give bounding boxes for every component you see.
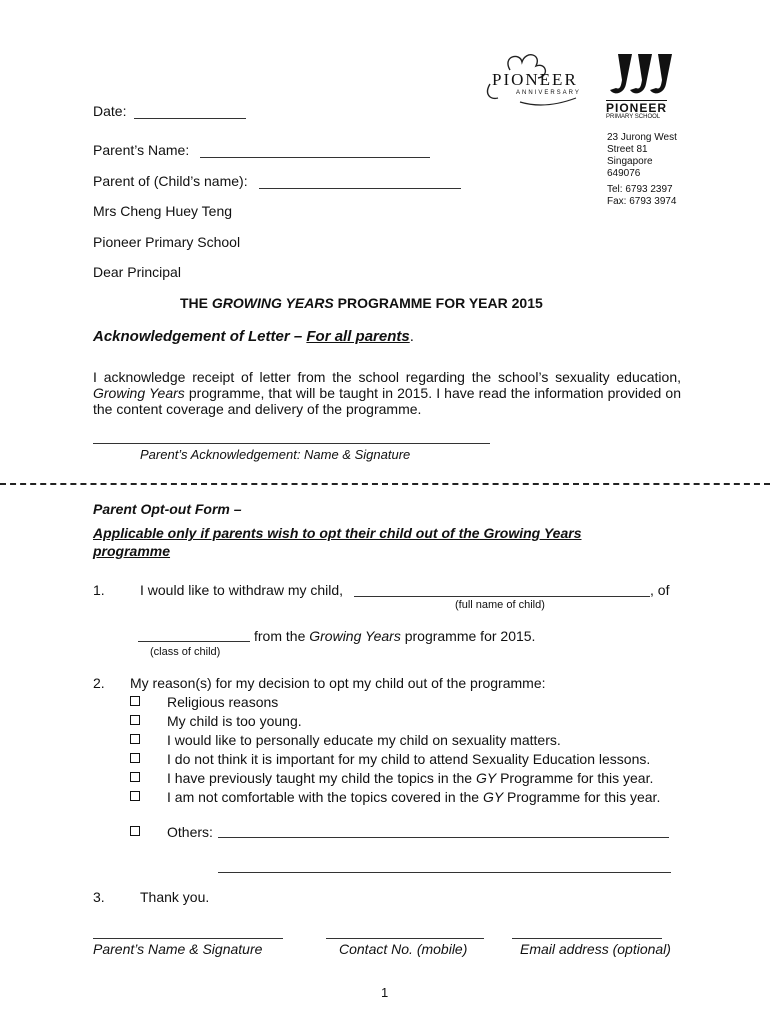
optout-subheading-line2: programme	[93, 543, 171, 559]
school-crest-icon	[606, 50, 676, 98]
reason-label: I do not think it is important for my child to attend Sexuality Education lessons.	[167, 751, 651, 767]
reason-label: My child is too young.	[167, 713, 302, 729]
child-full-name-field[interactable]	[354, 596, 650, 597]
optout-heading: Parent Opt-out Form –	[93, 501, 242, 517]
item2-number: 2.	[93, 675, 105, 691]
address-line: Street 81	[607, 144, 648, 155]
optout-subheading-line1: Applicable only if parents wish to opt their child out of the Growing Years	[93, 525, 582, 541]
child-name-field[interactable]	[259, 188, 461, 189]
title-suffix: PROGRAMME FOR YEAR 2015	[333, 295, 543, 311]
anniversary-logo-title: PIONEER	[492, 70, 578, 89]
acknowledgement-heading	[93, 328, 414, 345]
cut-line-divider	[0, 483, 770, 485]
school-name: Pioneer Primary School	[93, 234, 241, 250]
school-logo	[606, 50, 676, 120]
parent-of-label: Parent of (Child’s name):	[93, 173, 248, 189]
address-line: 23 Jurong West	[607, 132, 677, 143]
page-number: 1	[381, 985, 389, 1000]
ack-para-2: programme, that will be taught in 2015. I have read the information provided on the content coverage and delivery of the programme.	[93, 385, 682, 417]
anniversary-logo	[480, 48, 590, 110]
parent-signature-field[interactable]	[93, 938, 283, 939]
ack-para-italic: Growing Years	[93, 385, 185, 401]
checkbox[interactable]	[130, 753, 140, 763]
checkbox[interactable]	[130, 696, 140, 706]
others-field-line2[interactable]	[218, 872, 671, 873]
ack-para-1: I acknowledge receipt of letter from the school regarding the school’s sexuality education,	[93, 369, 681, 385]
reason-label: I would like to personally educate my child on sexuality matters.	[167, 732, 561, 748]
date-label: Date:	[93, 103, 127, 119]
child-class-field[interactable]	[138, 641, 250, 642]
school-tel: Tel: 6793 2397	[607, 184, 673, 195]
reason-label: Religious reasons	[167, 694, 279, 710]
contact-number-field[interactable]	[326, 938, 484, 939]
ack-heading-end: .	[409, 328, 414, 345]
others-label: Others:	[167, 824, 213, 840]
school-fax: Fax: 6793 3974	[607, 196, 677, 207]
item3-number: 3.	[93, 889, 105, 905]
title-italic: GROWING YEARS	[211, 295, 334, 311]
parent-name-field[interactable]	[200, 157, 430, 158]
item1b-pre: from the	[254, 628, 310, 644]
reason-label: I have previously taught my child the topics in the GY Programme for this year.	[167, 770, 654, 786]
title-prefix: THE	[180, 295, 212, 311]
page-title	[180, 295, 543, 311]
item3-text: Thank you.	[140, 889, 210, 905]
item1b-end: programme for 2015.	[400, 628, 536, 644]
sig-name-caption: Parent’s Name & Signature	[93, 941, 263, 957]
checkbox[interactable]	[130, 791, 140, 801]
school-logo-sub: PRIMARY SCHOOL	[606, 114, 661, 120]
acknowledgement-paragraph	[93, 369, 681, 417]
ack-signature-field[interactable]	[93, 443, 490, 444]
ack-heading-underlined: For all parents	[306, 328, 410, 345]
school-logo-name: PIONEER	[606, 101, 668, 115]
checkbox[interactable]	[130, 734, 140, 744]
item1-caption: (full name of child)	[455, 599, 545, 611]
email-field[interactable]	[512, 938, 662, 939]
salutation: Dear Principal	[93, 264, 181, 280]
reason-label: I am not comfortable with the topics covered in the GY Programme for this year.	[167, 789, 661, 805]
item2-text: My reason(s) for my decision to opt my child out of the programme:	[130, 675, 546, 691]
checkbox[interactable]	[130, 826, 140, 836]
school-address	[607, 132, 697, 208]
others-field[interactable]	[218, 837, 669, 838]
anniversary-logo-sub: ANNIVERSARY	[516, 90, 581, 96]
ack-heading-text: Acknowledgement of Letter –	[93, 328, 307, 345]
item1b-caption: (class of child)	[150, 646, 221, 658]
item1-text: I would like to withdraw my child,	[140, 582, 344, 598]
address-line: 649076	[607, 168, 641, 179]
sig-email-caption: Email address (optional)	[520, 941, 671, 957]
date-field[interactable]	[134, 118, 246, 119]
checkbox[interactable]	[130, 772, 140, 782]
ack-signature-caption: Parent’s Acknowledgement: Name & Signature	[140, 447, 411, 462]
sig-contact-caption: Contact No. (mobile)	[339, 941, 468, 957]
address-line: Singapore	[607, 156, 653, 167]
item1b-italic: Growing Years	[309, 628, 401, 644]
item1-number: 1.	[93, 582, 105, 598]
recipient-name: Mrs Cheng Huey Teng	[93, 203, 233, 219]
item1-of: , of	[650, 582, 670, 598]
item1b-text	[254, 628, 535, 644]
checkbox[interactable]	[130, 715, 140, 725]
parent-name-label: Parent’s Name:	[93, 142, 190, 158]
